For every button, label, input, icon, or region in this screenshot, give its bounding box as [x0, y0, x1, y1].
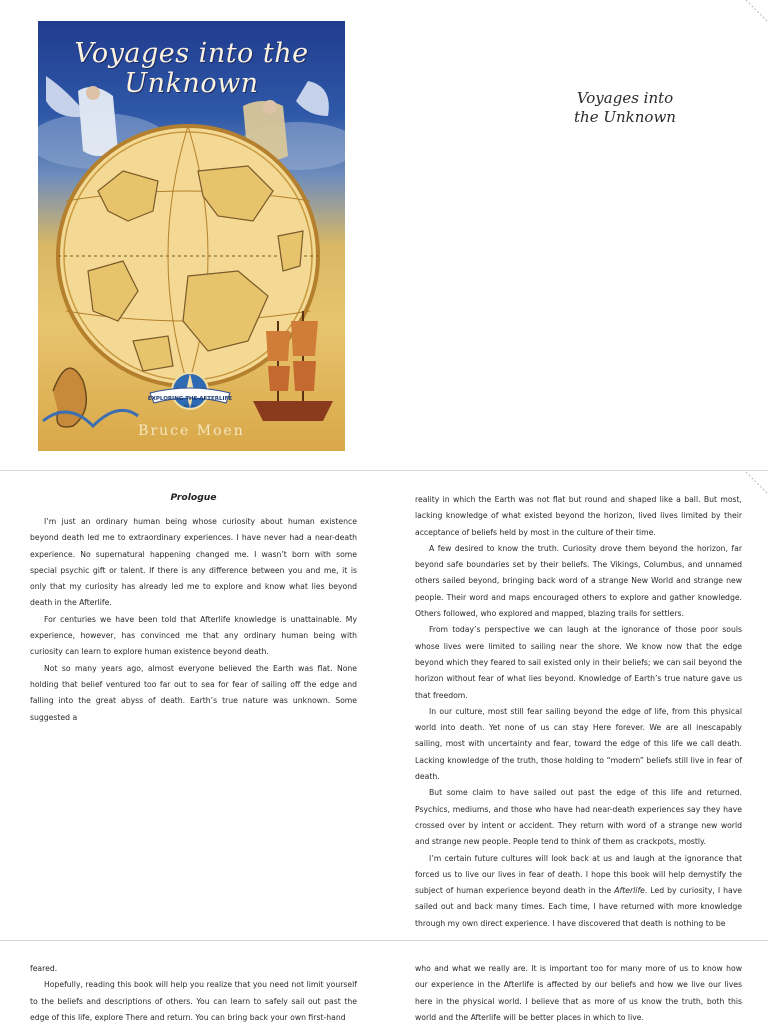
paragraph-continued: feared.	[30, 964, 58, 973]
page-curl-icon	[746, 472, 768, 494]
prologue-heading: Prologue	[170, 492, 217, 503]
paragraph: I’m just an ordinary human being whose curiosity about human existence beyond death led me to extraordinary experiences. I have never had a near-death experience. No supernatural happening changed me. I wasn’t born with some special psychic gift or talent. If there is any difference between you and me, it is only that my curiosity has already led me to explore and know what lies beyond death in the Afterlife.	[30, 517, 357, 608]
series-badge-sub: SERIES	[183, 404, 197, 408]
page-curl-icon	[746, 0, 768, 22]
cover-author: Bruce Moen	[138, 423, 245, 439]
sea-serpent	[43, 368, 138, 427]
prologue-left-page	[30, 514, 357, 726]
paragraph: But some claim to have sailed out past the edge of this life and returned. Psychics, mediums, and those who have had near-death experiences say they have crossed over by intent or accident. They return with word of a strange new world and strange new people. People tend to think of them as crackpots, mostly.	[415, 788, 742, 847]
paragraph: Hopefully, reading this book will help you realize that you need not limit yourself to the beliefs and descriptions of others. You can learn to safely sail out past the edge of this life, explore There and return. You can bring back your own first-hand	[30, 980, 357, 1022]
book-cover	[38, 21, 345, 451]
paragraph: A few desired to know the truth. Curiosity drove them beyond the horizon, far beyond safe boundaries set by their beliefs. The Vikings, Columbus, and unnamed others sailed beyond, bringing back word of a strange New World and strange new people. Their word and maps encouraged others to explore and gather knowledge. Others followed, who explored and mapped, blazing trails for settlers.	[415, 543, 742, 619]
emphasis-afterlife: Afterlife	[614, 886, 645, 896]
paragraph: Not so many years ago, almost everyone believed the Earth was flat. None holding that belief ventured too far out to sea for fear of sailing off the edge and falling into the great abyss of death. Earth’s true nature was unknown. Some suggested a	[30, 663, 357, 722]
paragraph	[415, 851, 742, 932]
half-title-line2: the Unknown	[574, 108, 676, 126]
cover-title-line2: Unknown	[124, 68, 259, 99]
paragraph-continued: reality in which the Earth was not flat but round and shaped like a ball. But most, lacking knowledge of what existed beyond the horizon, lived lives limited by their acceptance of beliefs held by most in the culture of their time.	[415, 495, 742, 537]
spread-cover-halftitle	[0, 0, 768, 470]
paragraph: For centuries we have been told that Afterlife knowledge is unattainable. My experience, however, has convinced me that any ordinary human being with curiosity can learn to explore human existence beyond death.	[30, 614, 357, 657]
cover-title-line1: Voyages into the	[74, 38, 309, 69]
paragraph: From today’s perspective we can laugh at the ignorance of those poor souls whose lives were limited to sailing near the shore. We know now that the edge beyond which they feared to sail existed only in their beliefs; we can sail beyond the horizon without fear of what lies beyond. Knowledge of Earth’s true nature gave us that freedom.	[415, 625, 742, 700]
continued-right-page	[415, 961, 742, 1026]
paragraph-continued: who and what we really are. It is important too for many more of us to know how our experience in the Afterlife is affected by our beliefs and how we live our lives here in the physical world. I believe that as more of us know the truth, both this world and the Afterlife will be better places in which to live.	[415, 964, 742, 1022]
paragraph: In our culture, most still fear sailing beyond the edge of life, from this physical world into death. Yet none of us can stay Here forever. We are all inescapably sailing, most with uncertainty and fear, toward the edge of this life we call death. Lacking knowledge of the truth, those holding to “modern” beliefs still live in fear of death.	[415, 706, 742, 782]
spread-divider	[0, 470, 768, 471]
text-run: I’m certain future cultures will look back at us and laugh at the ignorance that forced us to live our lives in fear of death. I hope this book will help demystify the subject of human experience beyond death in the	[415, 853, 742, 896]
continued-left-page	[30, 961, 357, 1026]
spread-divider	[0, 940, 768, 941]
series-badge-text: EXPLORING THE AFTERLIFE	[147, 396, 233, 402]
half-title-line1: Voyages into	[576, 89, 674, 107]
prologue-right-page	[415, 492, 742, 932]
text-run: . Led by curiosity, I have sailed out and back many times. Each time, I have returned with more knowledge through my own direct experience. I have discovered that death is nothing to be	[415, 886, 742, 928]
